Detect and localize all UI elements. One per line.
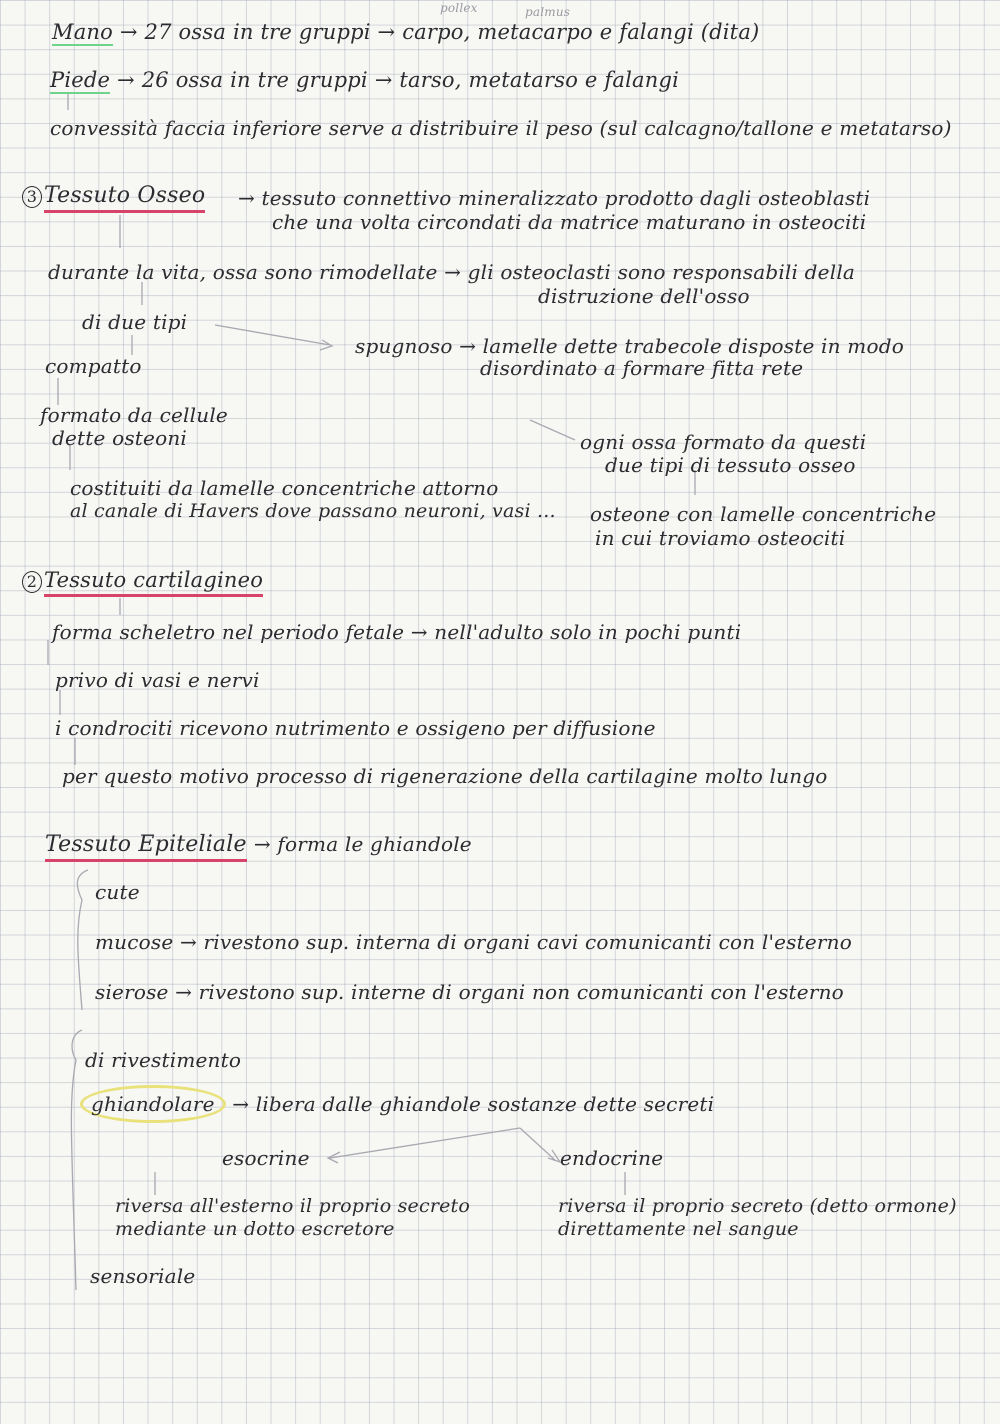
line-esocrine-desc2: mediante un dotto escretore (115, 1218, 395, 1240)
line-disordinato: disordinato a formare fitta rete (480, 356, 804, 380)
term-ghiandolare: ghiandolare (80, 1085, 226, 1123)
line-osteone: osteone con lamelle concentriche (590, 502, 937, 526)
text-epiteliale: → forma le ghiandole (253, 832, 472, 856)
line-privo: privo di vasi e nervi (55, 668, 260, 692)
term-piede: Piede (50, 68, 111, 92)
line-in-cui: in cui troviamo osteociti (595, 526, 846, 550)
line-sensoriale: sensoriale (90, 1264, 196, 1288)
text-libera: → libera dalle ghiandole sostanze dette secreti (232, 1092, 715, 1116)
line-rimodellate: durante la vita, ossa sono rimodellate → gli osteoclasti sono responsabili della (48, 260, 856, 284)
title-tessuto-osseo: Tessuto Osseo (44, 183, 205, 213)
line-canale: al canale di Havers dove passano neuroni, vasi ... (70, 500, 556, 522)
heading-tessuto-epiteliale (45, 834, 472, 856)
line-formato: formato da cellule (40, 403, 228, 427)
text-piede: → 26 ossa in tre gruppi → tarso, metatarso e falangi (117, 68, 680, 92)
line-ghiandolare-row (80, 1094, 714, 1114)
line-costituiti: costituiti da lamelle concentriche attorno (70, 476, 499, 500)
line-mano (52, 22, 759, 43)
line-distruzione: distruzione dell'osso (538, 284, 750, 308)
section-number: 2 (22, 571, 42, 593)
line-piede (50, 70, 679, 91)
line-due-tipi: di due tipi (82, 310, 188, 334)
line-per-questo: per questo motivo processo di rigenerazione della cartilagine molto lungo (62, 764, 828, 788)
section-number: 3 (22, 186, 42, 208)
line-sierose: sierose → rivestono sup. interne di organi non comunicanti con l'esterno (95, 980, 844, 1004)
heading-tessuto-cartilagineo (22, 570, 263, 593)
arrow-to-spugnoso (215, 325, 330, 345)
text-mano: → 27 ossa in tre gruppi → carpo, metacarpo e falangi (dita) (119, 20, 760, 44)
line-compatto: compatto (45, 354, 142, 378)
heading-tessuto-osseo (22, 185, 205, 208)
line-endocrine: endocrine (560, 1146, 664, 1170)
title-tessuto-cartilagineo: Tessuto cartilagineo (44, 568, 263, 597)
line-spugnoso: spugnoso → lamelle dette trabecole disposte in modo (355, 334, 904, 358)
line-ogni-ossa: ogni ossa formato da questi (580, 430, 867, 454)
line-esocrine-desc1: riversa all'esterno il proprio secreto (115, 1195, 471, 1217)
line-endocrine-desc2: direttamente nel sangue (558, 1218, 799, 1240)
line-due-tipi-tessuto: due tipi di tessuto osseo (605, 453, 856, 477)
line-rivestimento: di rivestimento (85, 1048, 242, 1072)
line-endocrine-desc1: riversa il proprio secreto (detto ormone) (558, 1195, 957, 1217)
line-forma-scheletro: forma scheletro nel periodo fetale → nell'adulto solo in pochi punti (52, 620, 742, 644)
line-osseo-def1: → tessuto connettivo mineralizzato prodotto dagli osteoblasti (238, 186, 871, 210)
annotation-palmus: palmus (525, 5, 571, 19)
line-cute: cute (95, 880, 140, 904)
annotation-pollex: pollex (440, 1, 478, 15)
term-mano: Mano (52, 20, 113, 44)
line-osteoni: dette osteoni (52, 426, 188, 450)
line-mucose: mucose → rivestono sup. interna di organi cavi comunicanti con l'esterno (95, 930, 852, 954)
line-condrociti: i condrociti ricevono nutrimento e ossigeno per diffusione (55, 716, 656, 740)
line-esocrine: esocrine (222, 1146, 310, 1170)
title-tessuto-epiteliale: Tessuto Epiteliale (45, 832, 247, 862)
line-convessita: convessità faccia inferiore serve a distribuire il peso (sul calcagno/tallone e metatarso) (50, 116, 952, 140)
line-osseo-def2: che una volta circondati da matrice maturano in osteociti (272, 210, 867, 234)
